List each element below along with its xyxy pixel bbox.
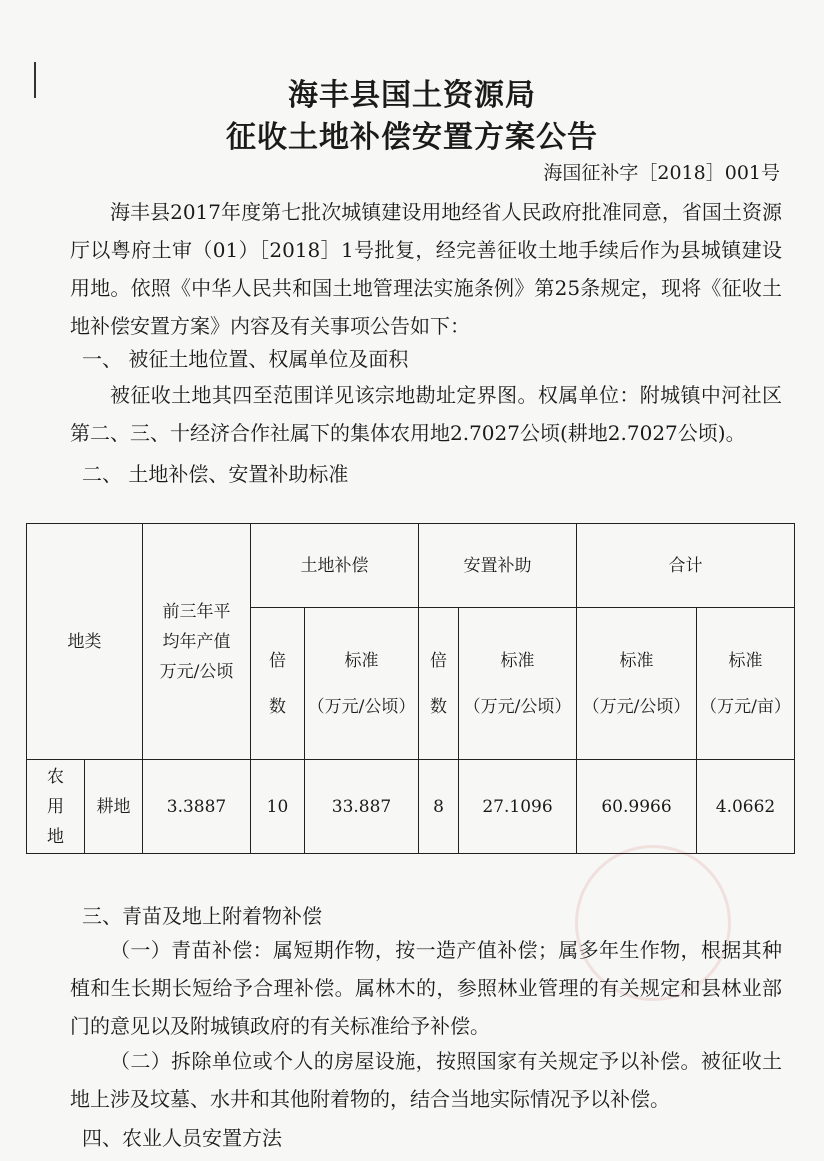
cell-total-per-mu: 4.0662: [697, 760, 795, 854]
title-line-1: 海丰县国土资源局: [288, 78, 536, 113]
header-avg-value: 前三年平 均年产值 万元/公顷: [143, 524, 251, 760]
header-land-compensation: 土地补偿: [251, 524, 419, 608]
table-row: [27, 760, 795, 854]
section-3-paragraph-1: （一）青苗补偿：属短期作物，按一造产值补偿；属多年生作物，根据其种植和生长期长短给予合理补偿。属林木的，参照林业管理的有关规定和县林业部门的意见以及附城镇政府的有关标准给予补偿。: [70, 938, 782, 1038]
cell-resettle-standard: 27.1096: [459, 760, 577, 854]
header-standard-4: 标准 （万元/亩）: [697, 608, 795, 760]
section-1-heading: 一、 被征土地位置、权属单位及面积: [82, 347, 409, 371]
header-standard-3: 标准 （万元/公顷）: [577, 608, 697, 760]
section-1-body: 被征收土地其四至范围详见该宗地勘址定界图。权属单位：附城镇中河社区第二、三、十经济合作社属下的集体农用地2.7027公顷(耕地2.7027公顷)。: [70, 383, 782, 445]
cell-land-standard: 33.887: [305, 760, 419, 854]
section-4-heading: 四、农业人员安置方法: [82, 1126, 282, 1150]
section-3-heading: 三、青苗及地上附着物补偿: [82, 904, 322, 928]
header-standard-1: 标准 （万元/公顷）: [305, 608, 419, 760]
cell-total-per-hectare: 60.9966: [577, 760, 697, 854]
cell-avg-value: 3.3887: [143, 760, 251, 854]
cell-resettle-multiplier: 8: [419, 760, 459, 854]
cell-land-multiplier: 10: [251, 760, 305, 854]
compensation-table: [26, 523, 795, 854]
cell-category: 农 用 地: [27, 760, 85, 854]
header-land-type: 地类: [27, 524, 143, 760]
document-number: 海国征补字［2018］001号: [543, 162, 780, 184]
header-multiplier-2: 倍 数: [419, 608, 459, 760]
section-3-paragraph-2: （二）拆除单位或个人的房屋设施，按照国家有关规定予以补偿。被征收土地上涉及坟墓、水井和其他附着物的，结合当地实际情况予以补偿。: [70, 1049, 782, 1111]
section-2-heading: 二、 土地补偿、安置补助标准: [82, 462, 349, 486]
header-standard-2: 标准 （万元/公顷）: [459, 608, 577, 760]
intro-paragraph: 海丰县2017年度第七批次城镇建设用地经省人民政府批准同意，省国土资源厅以粤府土审（01）［2018］1号批复，经完善征收土地手续后作为县城镇建设用地。依照《中华人民共和国土地管理法实施条例》第25条规定，现将《征收土地补偿安置方案》内容及有关事项公告如下：: [70, 200, 782, 338]
header-total: 合计: [577, 524, 795, 608]
header-multiplier-1: 倍 数: [251, 608, 305, 760]
title-line-2: 征收土地补偿安置方案公告: [226, 120, 598, 155]
header-resettlement: 安置补助: [419, 524, 577, 608]
cell-subtype: 耕地: [85, 760, 143, 854]
